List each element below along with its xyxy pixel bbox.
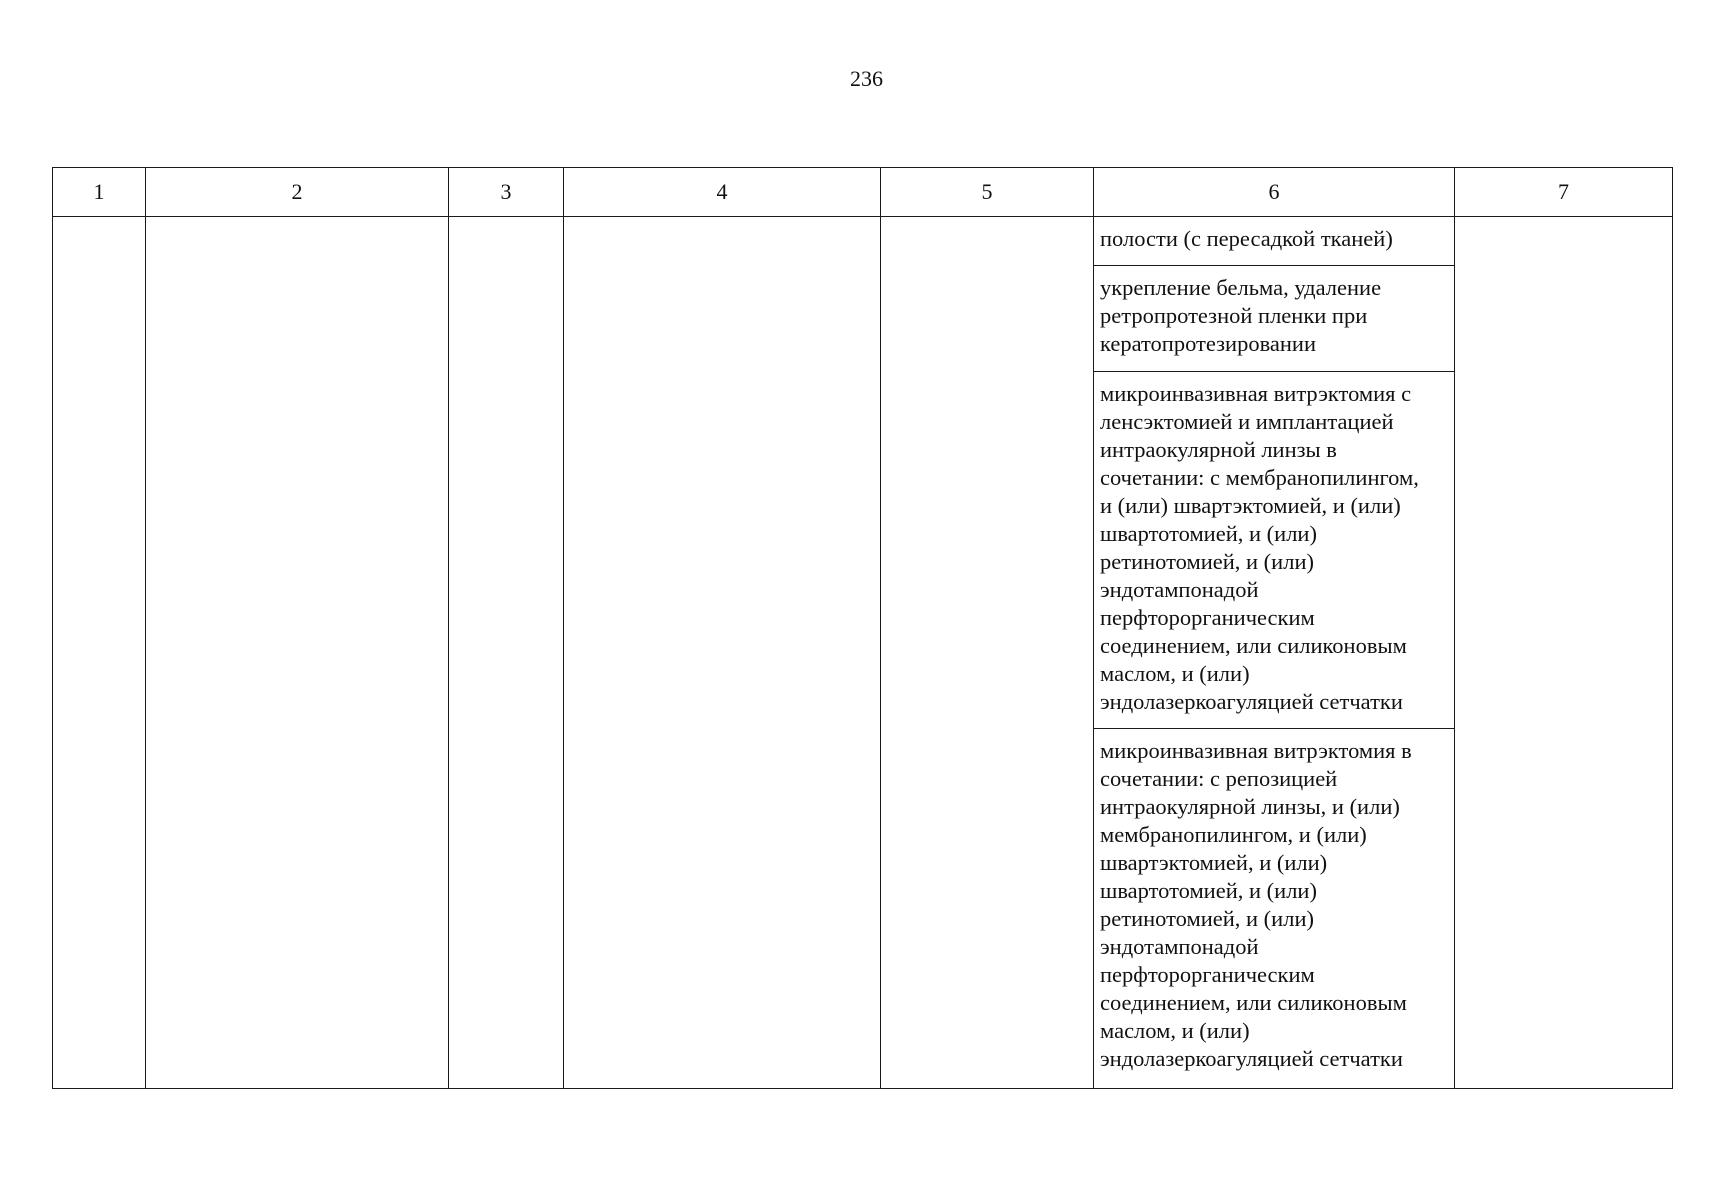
cell-col4	[564, 217, 881, 1089]
treatment-entry: полости (с пересадкой тканей)	[1094, 217, 1454, 266]
column-header-4: 4	[564, 168, 881, 217]
cell-col3	[449, 217, 564, 1089]
column-header-7: 7	[1455, 168, 1673, 217]
treatment-entry: укрепление бельма, удаление ретропротезной пленки при кератопротезировании	[1094, 266, 1454, 372]
column-header-1: 1	[53, 168, 146, 217]
cell-col5	[881, 217, 1094, 1089]
column-number-row	[53, 168, 1673, 217]
table-row	[53, 217, 1673, 1089]
column-header-2: 2	[146, 168, 449, 217]
column-header-6: 6	[1094, 168, 1455, 217]
treatment-entry: микроинвазивная витрэктомия с ленсэктомией и имплантацией интраокулярной линзы в сочетании: с мембранопилингом, и (или) швартэктомией, и (или) швартотомией, и (или) ретинотомией, и (или) эндотампонадой перфторорганическим соединением, или силиконовым маслом, и (или) эндолазеркоагуляцией сетчатки	[1094, 372, 1454, 729]
treatment-entry: микроинвазивная витрэктомия в сочетании: с репозицией интраокулярной линзы, и (или) мембранопилингом, и (или) швартэктомией, и (или) швартотомией, и (или) ретинотомией, и (или) эндотампонадой перфторорганическим соединением, или силиконовым маслом, и (или) эндолазеркоагуляцией сетчатки	[1100, 738, 1412, 1071]
cell-col6-treatments	[1094, 217, 1455, 1089]
column-header-3: 3	[449, 168, 564, 217]
procedures-table	[52, 167, 1673, 1089]
column-header-5: 5	[881, 168, 1094, 217]
cell-col2	[146, 217, 449, 1089]
page-number: 236	[850, 66, 883, 91]
cell-col7	[1455, 217, 1673, 1089]
cell-col1	[53, 217, 146, 1089]
